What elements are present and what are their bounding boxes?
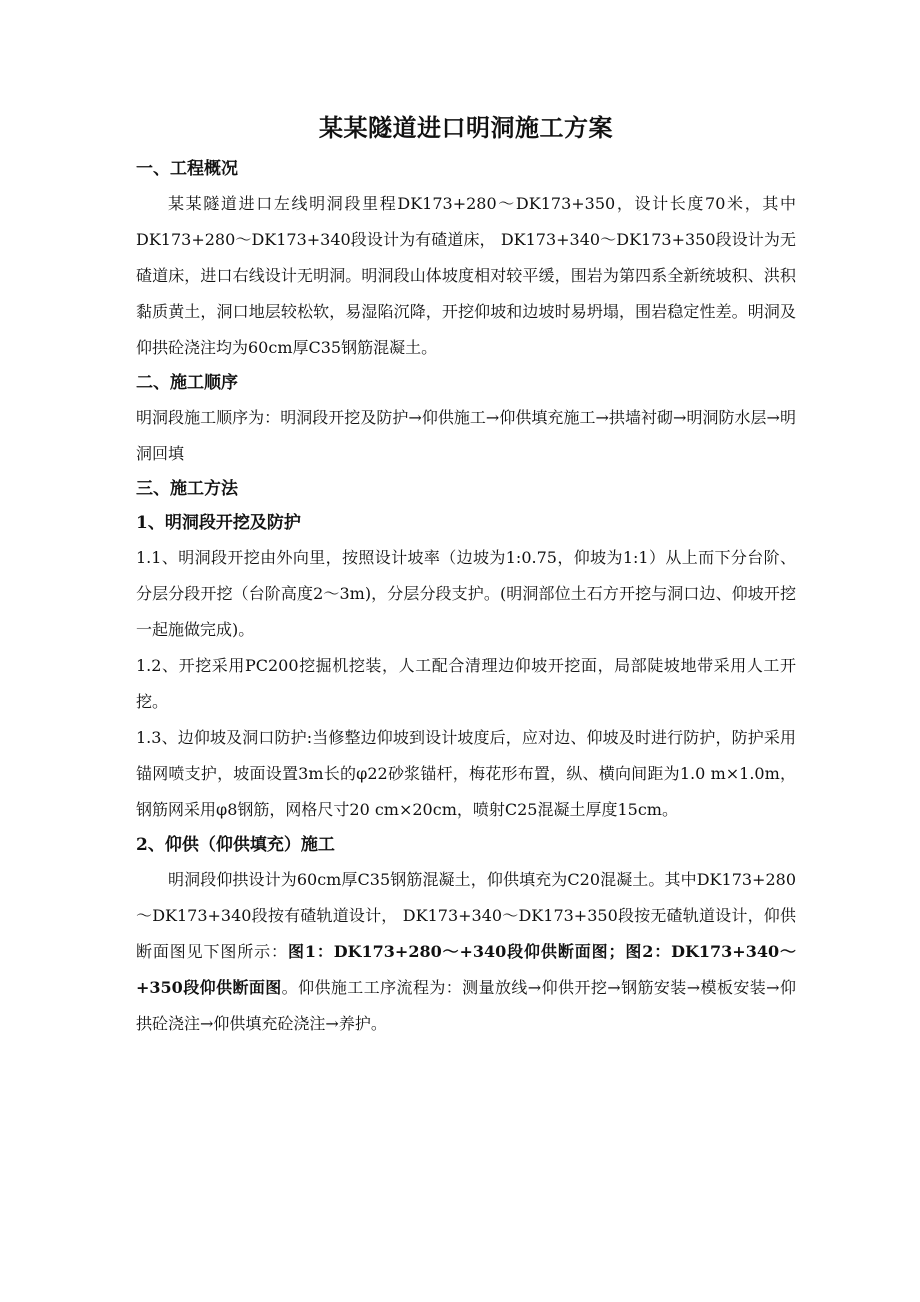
excavation-item-2: 1.2、开挖采用PC200挖掘机挖装，人工配合清理边仰坡开挖面，局部陡坡地带采用人工开挖。 bbox=[136, 656, 796, 711]
section-heading-methods: 三、施工方法 bbox=[136, 479, 238, 499]
subsection-heading-invert: 2、仰供（仰供填充）施工 bbox=[136, 835, 335, 855]
invert-paragraph bbox=[136, 862, 796, 1042]
section-heading-sequence: 二、施工顺序 bbox=[136, 373, 238, 393]
invert-paragraph-text: 明洞段仰拱设计为60cm厚C35钢筋混凝土，仰供填充为C20混凝土。其中DK173+280～DK173+340段按有碴轨道设计， DK173+340～DK173+350段按无碴轨道设计，仰供断面图见下图所示： bbox=[136, 870, 796, 961]
invert-process-text: 。仰供施工工序流程为：测量放线→仰供开挖→钢筋安装→模板安装→仰拱砼浇注→仰供填充砼浇注→养护。 bbox=[136, 978, 796, 1033]
figure-reference: 图1：DK173+280～+340段仰供断面图；图2：DK173+340～+350段仰供断面图 bbox=[136, 942, 796, 997]
excavation-item-3: 1.3、边仰坡及洞口防护:当修整边仰坡到设计坡度后，应对边、仰坡及时进行防护，防护采用锚网喷支护，坡面设置3m长的φ22砂浆锚杆，梅花形布置，纵、横向间距为1.0 m×1.0m，钢筋网采用φ8钢筋，网格尺寸20 cm×20cm，喷射C25混凝土厚度15cm。 bbox=[136, 728, 796, 819]
sequence-paragraph: 明洞段施工顺序为：明洞段开挖及防护→仰供施工→仰供填充施工→拱墙衬砌→明洞防水层→明洞回填 bbox=[136, 408, 796, 463]
subsection-heading-excavation: 1、明洞段开挖及防护 bbox=[136, 513, 301, 533]
excavation-item-1: 1.1、明洞段开挖由外向里，按照设计坡率（边坡为1:0.75，仰坡为1:1）从上而下分台阶、分层分段开挖（台阶高度2～3m)，分层分段支护。(明洞部位土石方开挖与洞口边、仰坡开挖一起施做完成)。 bbox=[136, 548, 796, 639]
page-title: 某某隧道进口明洞施工方案 bbox=[319, 113, 613, 142]
overview-paragraph: 某某隧道进口左线明洞段里程DK173+280～DK173+350，设计长度70米，其中DK173+280～DK173+340段设计为有碴道床， DK173+340～DK173+350段设计为无碴道床，进口右线设计无明洞。明洞段山体坡度相对较平缓，围岩为第四系全新统坡积、洪积黏质黄土，洞口地层较松软，易湿陷沉降，开挖仰坡和边坡时易坍塌，围岩稳定性差。明洞及仰拱砼浇注均为60cm厚C35钢筋混凝土。 bbox=[136, 194, 796, 357]
document-page bbox=[136, 112, 796, 1042]
section-heading-overview: 一、工程概况 bbox=[136, 159, 238, 179]
